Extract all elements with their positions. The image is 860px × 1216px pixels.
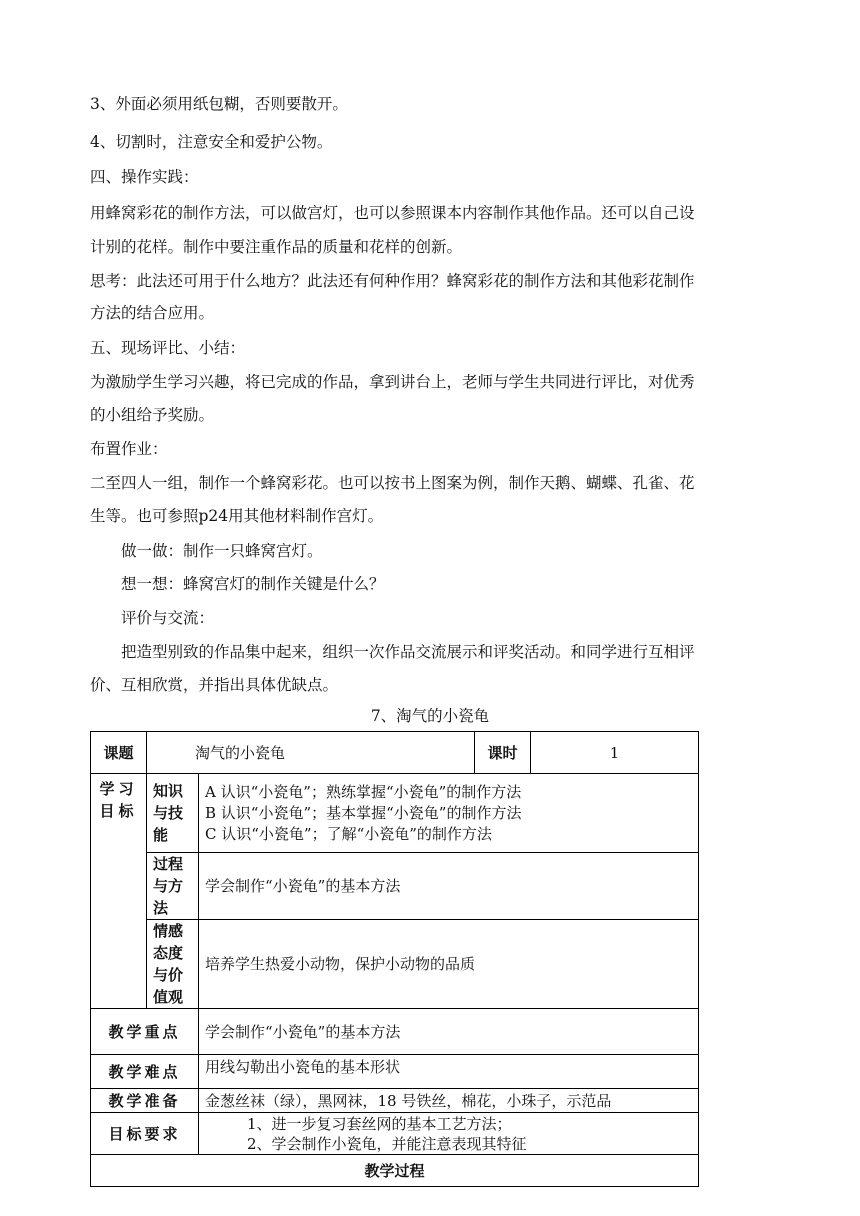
goal-item: 2、学会制作小瓷龟，并能注意表现其特征 xyxy=(247,1134,527,1153)
text-line: 评价与交流： xyxy=(121,609,215,627)
text-line: 的小组给予奖励。 xyxy=(90,406,215,424)
topic-label: 课题 xyxy=(91,732,147,774)
lesson-title: 7、淘气的小瓷龟 xyxy=(370,707,490,725)
text-line: 3、外面必须用纸包糊，否则要散开。 xyxy=(90,95,348,113)
knowledge-item: B 认识“小瓷龟”；基本掌握“小瓷龟”的制作方法 xyxy=(205,803,522,822)
objectives-label: 学习目标 xyxy=(91,774,147,1009)
key-value: 学会制作“小瓷龟”的基本方法 xyxy=(199,1009,699,1055)
text-line: 想一想：蜂窝宫灯的制作关键是什么？ xyxy=(121,575,385,593)
text-line: 价、互相欣赏，并指出具体优缺点。 xyxy=(90,676,339,694)
text-line: 4、切割时，注意安全和爱护公物。 xyxy=(90,133,333,151)
text-line: 计别的花样。制作中要注重作品的质量和花样的创新。 xyxy=(90,238,463,256)
text-line: 生等。也可参照p24用其他材料制作宫灯。 xyxy=(90,507,384,525)
hours-label: 课时 xyxy=(475,732,531,774)
knowledge-item: A 认识“小瓷龟”；熟练掌握“小瓷龟”的制作方法 xyxy=(205,782,522,801)
goal-item: 1、进一步复习套丝网的基本工艺方法； xyxy=(247,1114,512,1133)
difficulty-value: 用线勾勒出小瓷龟的基本形状 xyxy=(199,1055,699,1089)
prep-label: 教学准备 xyxy=(91,1089,199,1113)
topic-value: 淘气的小瓷龟 xyxy=(147,732,475,774)
attitude-value: 培养学生热爱小动物，保护小动物的品质 xyxy=(199,920,699,1009)
goals-items xyxy=(199,1113,699,1155)
text-line: 为激励学生学习兴趣，将已完成的作品，拿到讲台上，老师与学生共同进行评比，对优秀 xyxy=(90,373,695,391)
section-heading: 五、现场评比、小结： xyxy=(90,339,246,357)
attitude-label: 情感态度与价值观 xyxy=(147,920,199,1009)
difficulty-label: 教学难点 xyxy=(91,1055,199,1089)
process-label: 过程与方法 xyxy=(147,853,199,920)
knowledge-item: C 认识“小瓷龟”；了解“小瓷龟”的制作方法 xyxy=(205,824,492,843)
section-heading: 四、操作实践： xyxy=(90,168,199,186)
section-heading: 布置作业： xyxy=(90,440,168,458)
lesson-plan-table xyxy=(90,731,699,1187)
text-line: 方法的结合应用。 xyxy=(90,304,215,322)
text-line: 用蜂窝彩花的制作方法，可以做宫灯，也可以参照课本内容制作其他作品。还可以自己设 xyxy=(90,204,695,222)
knowledge-label: 知识与技能 xyxy=(147,774,199,853)
hours-value: 1 xyxy=(531,732,699,774)
text-line: 思考：此法还可用于什么地方？此法还有何种作用？蜂窝彩花的制作方法和其他彩花制作 xyxy=(90,272,695,290)
process-header: 教学过程 xyxy=(91,1155,699,1187)
prep-value: 金葱丝袜（绿），黑网袜，18 号铁丝，棉花，小珠子，示范品 xyxy=(199,1089,699,1113)
key-label: 教学重点 xyxy=(91,1009,199,1055)
process-value: 学会制作“小瓷龟”的基本方法 xyxy=(199,853,699,920)
text-line: 二至四人一组，制作一个蜂窝彩花。也可以按书上图案为例，制作天鹅、蝴蝶、孔雀、花 xyxy=(90,474,695,492)
knowledge-items xyxy=(199,774,699,853)
text-line: 把造型别致的作品集中起来，组织一次作品交流展示和评奖活动。和同学进行互相评 xyxy=(121,643,695,661)
text-line: 做一做：制作一只蜂窝宫灯。 xyxy=(121,542,323,560)
goals-label: 目标要求 xyxy=(91,1113,199,1155)
